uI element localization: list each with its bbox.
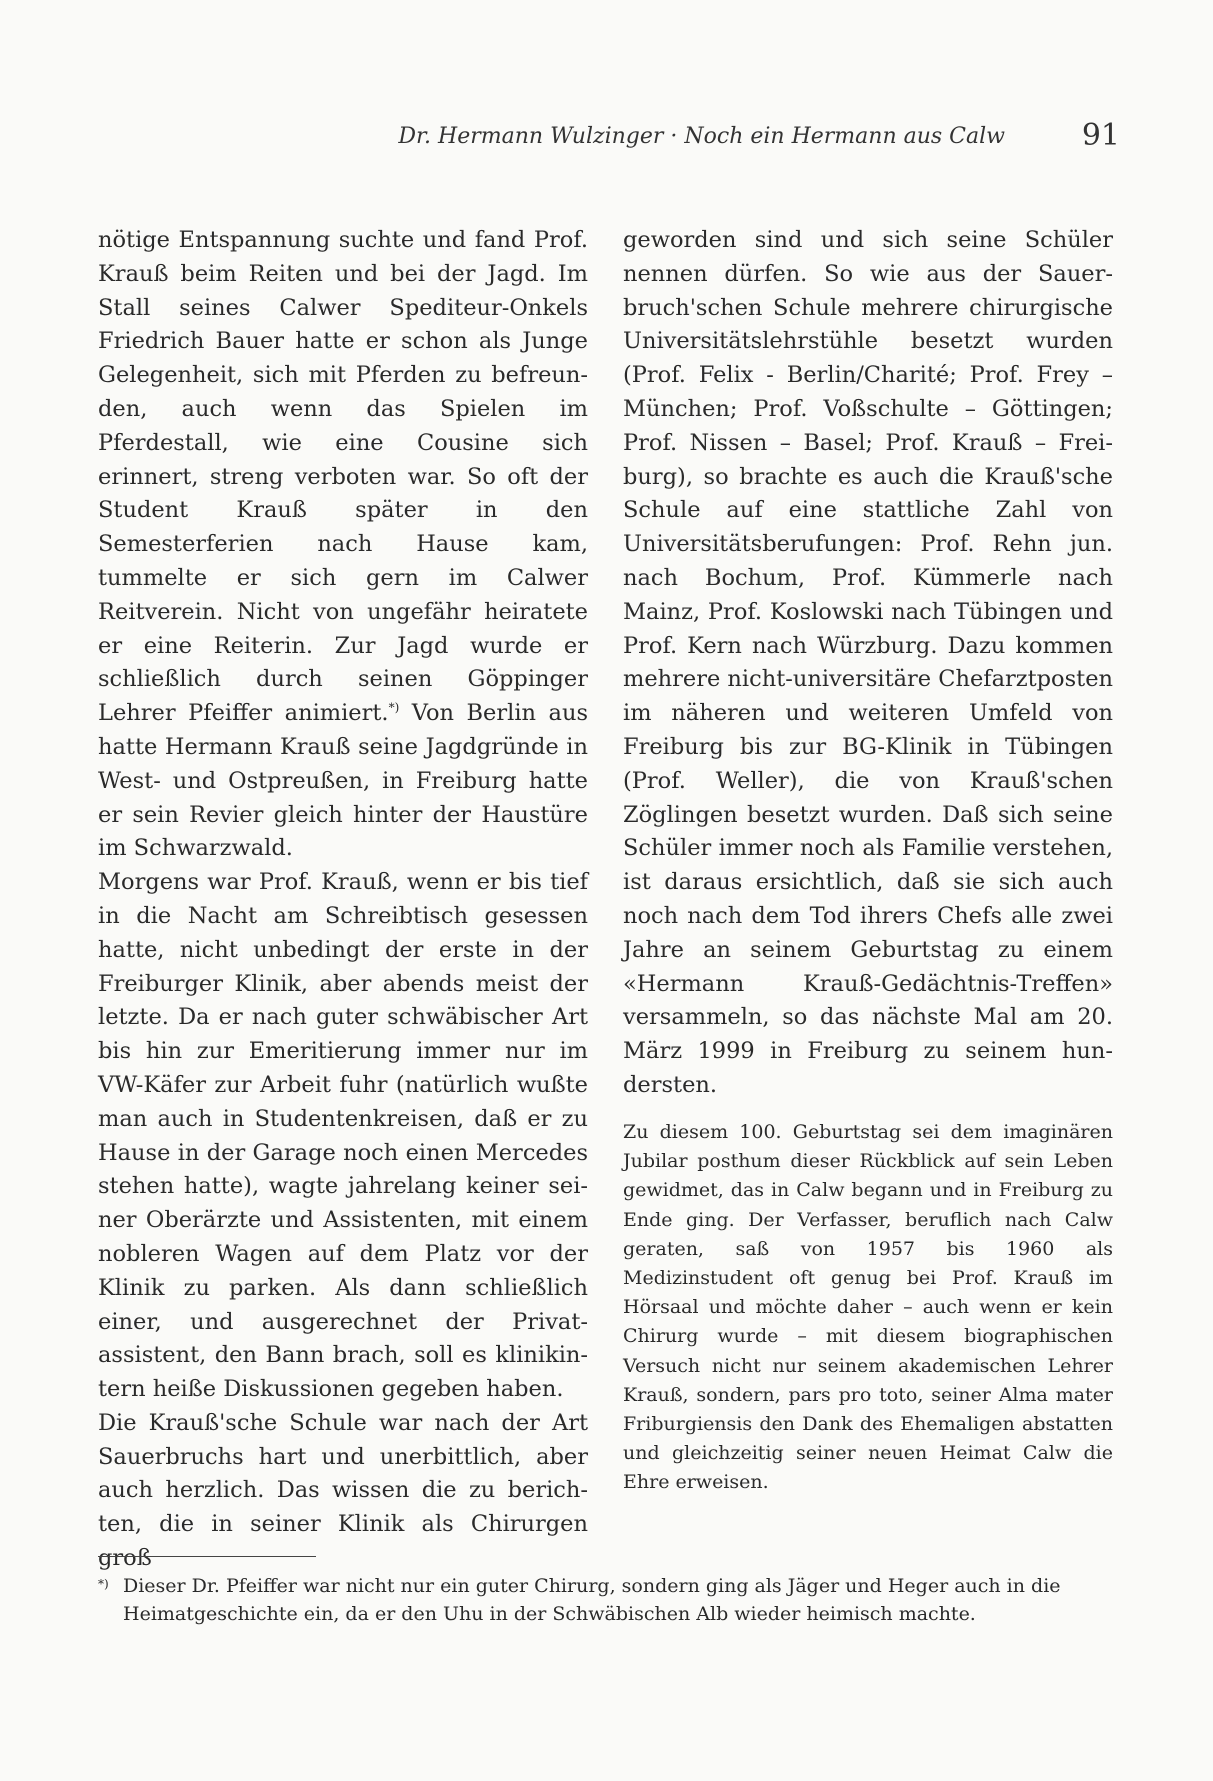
closing-note-text: Zu diesem 100. Geburtstag sei dem imaginären Jubilar posthum dieser Rückblick auf sein Leben gewidmet, das in Calw begann und in Freiburg zu Ende ging. Der Verfasser, beruflich nach Calw geraten, saß von 1957 bis 1960 als Medizinstudent oft genug bei Prof. Krauß im Hörsaal und möchte daher – auch wenn er kein Chirurg wurde – mit diesem biographischen Versuch nicht nur seinem akademischen Lehrer Krauß, sondern, pars pro toto, seiner Alma mater Friburgiensis den Dank des Ehemaligen abstatten und gleichzeitig seiner neuen Heimat Calw die Ehre erweisen.	[623, 1121, 1113, 1494]
right-column	[623, 224, 1113, 1103]
footnote-reference: *)	[388, 700, 400, 715]
paragraph-school: Die Krauß'sche Schule war nach der Art Sauerbruchs hart und unerbittlich, aber auch herzlich. Das wissen die zu berichten, die in seiner Klinik als Chirurgen groß	[98, 1409, 588, 1572]
paragraph-text: Von Berlin aus hatte Hermann Krauß seine Jagdgründe in West- und Ostpreußen, in Freiburg hatte er sein Revier gleich hinter der Haustüre im Schwarzwald.	[98, 700, 588, 862]
closing-note	[623, 1118, 1113, 1498]
running-title: Dr. Hermann Wulzinger · Noch ein Hermann aus Calw	[398, 124, 1005, 149]
page-header	[90, 118, 1120, 158]
footnote	[98, 1572, 1118, 1628]
paragraph-clinic-routine: Morgens war Prof. Krauß, wenn er bis tief in die Nacht am Schreibtisch gesessen hatte, nicht unbedingt der erste in der Freiburger Klinik, aber abends meist der letzte. Da er nach guter schwäbischer Art bis hin zur Emeritierung immer nur im VW-Käfer zur Arbeit fuhr (natürlich wußte man auch in Studentenkreisen, daß er zu Hause in der Garage noch einen Mercedes stehen hatte), wagte jahrelang keiner seiner Oberärzte und Assistenten, mit einem nobleren Wagen auf dem Platz vor der Klinik zu parken. Als dann schließlich einer, und ausgerechnet der Privatassistent, den Bann brach, soll es klinikintern heiße Diskussionen gegeben haben.	[98, 869, 588, 1403]
footnote-marker: *)	[98, 1577, 109, 1591]
paragraph-text: nötige Entspannung suchte und fand Prof. Krauß beim Reiten und bei der Jagd. Im Stall seines Calwer Spediteur-Onkels Friedrich Bauer hatte er schon als Junge Gelegenheit, sich mit Pferden zu befreunden, auch wenn das Spielen im Pferdestall, wie eine Cousine sich erinnert, streng verboten war. So oft der Student Krauß später in den Semesterferien nach Hause kam, tummelte er sich gern im Calwer Reitverein. Nicht von ungefähr heiratete er eine Reiterin. Zur Jagd wurde er schließlich durch seinen Göppinger Lehrer Pfeiffer animiert.	[98, 227, 588, 727]
footnote-divider	[98, 1556, 316, 1557]
footnote-text: Dieser Dr. Pfeiffer war nicht nur ein guter Chirurg, sondern ging als Jäger und Heger auch in die Heimatgeschichte ein, da er den Uhu in der Schwäbischen Alb wieder heimisch machte.	[123, 1575, 1061, 1625]
left-column	[98, 224, 588, 1576]
page-number: 91	[1081, 118, 1120, 153]
paragraph-students: geworden sind und sich seine Schüler nennen dürfen. So wie aus der Sauerbruch'schen Schule mehrere chirurgische Universitätslehrstühle besetzt wurden (Prof. Felix - Berlin/Charité; Prof. Frey – München; Prof. Voßschulte – Göttingen; Prof. Nissen – Basel; Prof. Krauß – Freiburg), so brachte es auch die Krauß'sche Schule auf eine stattliche Zahl von Universitätsberufungen: Prof. Rehn jun. nach Bochum, Prof. Kümmerle nach Mainz, Prof. Koslowski nach Tübingen und Prof. Kern nach Würzburg. Dazu kommen mehrere nicht-universitäre Chefarztposten im näheren und weiteren Umfeld von Freiburg bis zur BG-Klinik in Tübingen (Prof. Weller), die von Krauß'schen Zöglingen besetzt wurden. Daß sich seine Schüler immer noch als Familie verstehen, ist daraus ersichtlich, daß sie sich auch noch nach dem Tod ihrers Chefs alle zwei Jahre an seinem Geburtstag zu einem «Hermann Krauß-Gedächtnis-Treffen» versammeln, so das nächste Mal am 20. März 1999 in Freiburg zu seinem hundersten.	[623, 227, 1114, 1098]
paragraph-riding-hunting	[98, 224, 588, 866]
